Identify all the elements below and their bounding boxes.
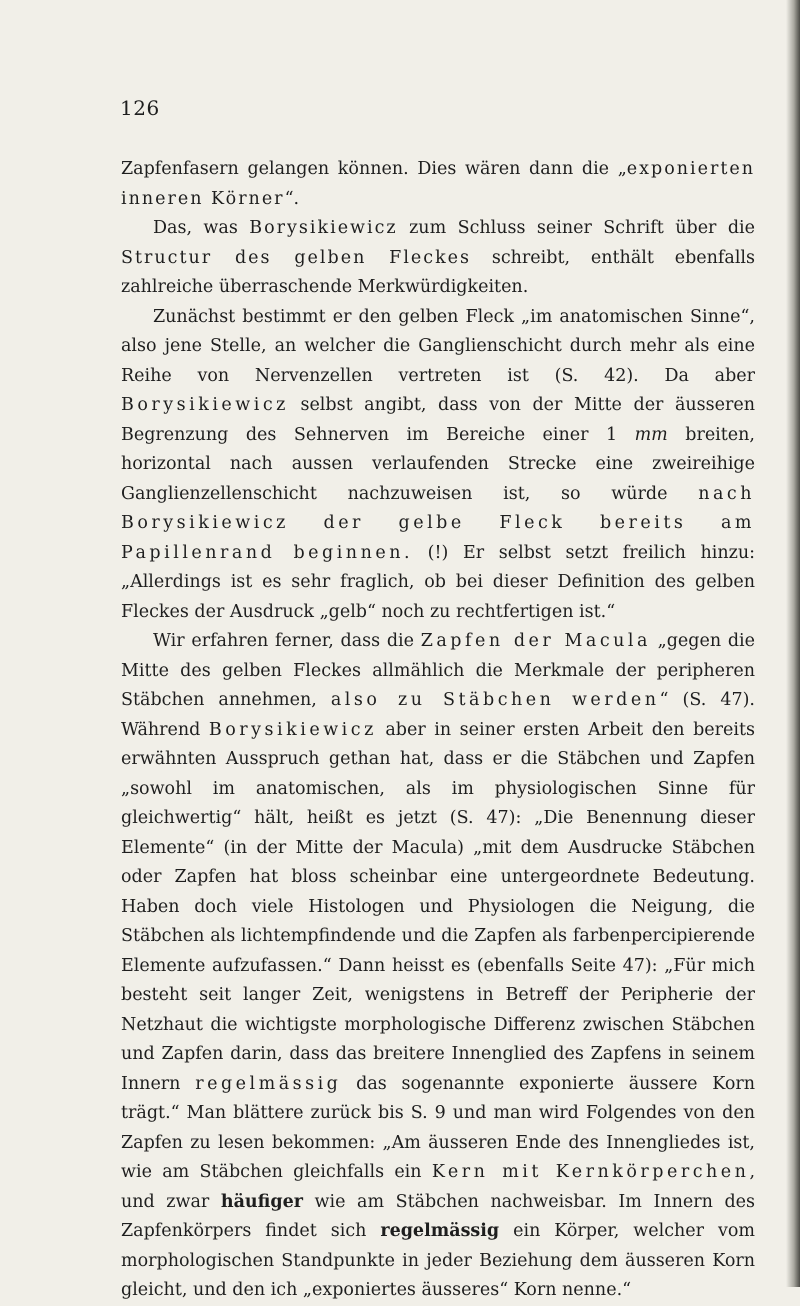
spaced-term: Zapfen der Macula — [420, 631, 651, 651]
body-text — [121, 155, 755, 1306]
page-number: 126 — [120, 96, 160, 120]
bold-term: regelmässig — [380, 1221, 500, 1241]
text-run: “. — [284, 188, 300, 209]
text-run: zum Schluss seiner Schrift über die — [397, 218, 755, 238]
text-run: Zunächst bestimmt er den gelben Fleck „im anatomischen Sinne“, also jene Stelle, an welcher die Ganglienschicht durch mehr als eine Reihe von Nervenzellen vertreten ist (S. 42). Da aber — [121, 306, 755, 386]
paragraph-1 — [121, 155, 755, 214]
paragraph-3 — [121, 303, 755, 628]
paragraph-2 — [121, 214, 755, 303]
text-run: , und zwar — [121, 1162, 756, 1212]
author-name: Borysikiewicz — [208, 719, 377, 740]
page-edge-shadow — [786, 0, 800, 1287]
spaced-term: regelmässig — [195, 1073, 342, 1094]
unit-mm: mm — [634, 424, 668, 445]
text-run: Zapfenfasern gelangen können. Dies wären dann die „ — [121, 159, 627, 179]
author-name: Borysikiewicz — [121, 395, 289, 415]
text-run: Wir erfahren ferner, dass die — [153, 631, 421, 651]
text-run: breiten, horizontal nach aussen verlaufenden Strecke eine zweireihige Ganglienzellenschicht nachzuweisen ist, so würde — [121, 424, 755, 504]
text-run: aber in seiner ersten Arbeit den bereits erwähnten Ausspruch gethan hat, dass er die Stäbchen und Zapfen „sowohl im anatomischen, als im physiologischen Sinne für gleichwertig“ hält, heißt es jetzt (S. 47): „Die Benennung dieser Elemente“ (in der Mitte der Macula) „mit dem Ausdrucke Stäbchen oder Zapfen hat bloss scheinbar eine untergeordnete Bedeutung. Haben doch viele Histologen und Physiologen die Neigung, die Stäbchen als lichtempfindende und die Zapfen als farbenpercipierende Elemente aufzufassen.“ Dann heisst es (ebenfalls Seite 47): „Für mich besteht seit langer Zeit, wenigstens in Betreff der Peripherie der Netzhaut die wichtigste morphologische Differenz zwischen Stäbchen und Zapfen darin, dass das breitere Innenglied des Zapfens in seinem Innern — [121, 719, 755, 1094]
text-run: wie am Stäbchen nachweisbar. Im Innern des Zapfenkörpers findet sich — [121, 1191, 755, 1241]
bold-term: häufiger — [220, 1191, 303, 1212]
spaced-term: Structur des gelben Fleckes — [121, 247, 472, 268]
author-name: Borysikiewicz — [249, 218, 398, 238]
spaced-statement: nach Borysikiewicz der gelbe Fleck bereits am Papillenrand beginnen. — [121, 483, 755, 563]
text-run: Das, was — [153, 218, 250, 238]
text-run: ein Körper, welcher vom morphologischen Standpunkte in jeder Beziehung dem äusseren Korn gleicht, und den ich „exponiertes äusseres“ Korn nenne.“ — [121, 1221, 755, 1300]
spaced-term: also zu Stäbchen werden — [330, 690, 660, 710]
paragraph-4 — [121, 627, 755, 1306]
text-run: das sogenannte exponierte äussere Korn trägt.“ Man blättere zurück bis S. 9 und man wird Folgendes von den Zapfen zu lesen bekommen: „Am äusseren Ende des Innengliedes ist, wie am Stäbchen gleichfalls ein — [121, 1073, 755, 1182]
text-run: (!) Er selbst setzt freilich hinzu: „Allerdings ist es sehr fraglich, ob bei dieser Definition des gelben Fleckes der Ausdruck „gelb“ noch zu rechtfertigen ist.“ — [121, 542, 756, 622]
spaced-term: exponierten inneren Körner — [121, 159, 755, 209]
text-run: schreibt, enthält ebenfalls zahlreiche überraschende Merkwürdigkeiten. — [121, 247, 755, 297]
text-run: „gegen die Mitte des gelben Fleckes allmählich die Merkmale der peripheren Stäbchen annehmen, — [121, 631, 755, 710]
spaced-term: Kern mit Kernkörperchen — [431, 1162, 750, 1182]
text-run: “ (S. 47). Während — [121, 690, 755, 740]
text-run: selbst angibt, dass von der Mitte der äusseren Begrenzung des Sehnerven im Bereiche einer 1 — [121, 395, 755, 445]
